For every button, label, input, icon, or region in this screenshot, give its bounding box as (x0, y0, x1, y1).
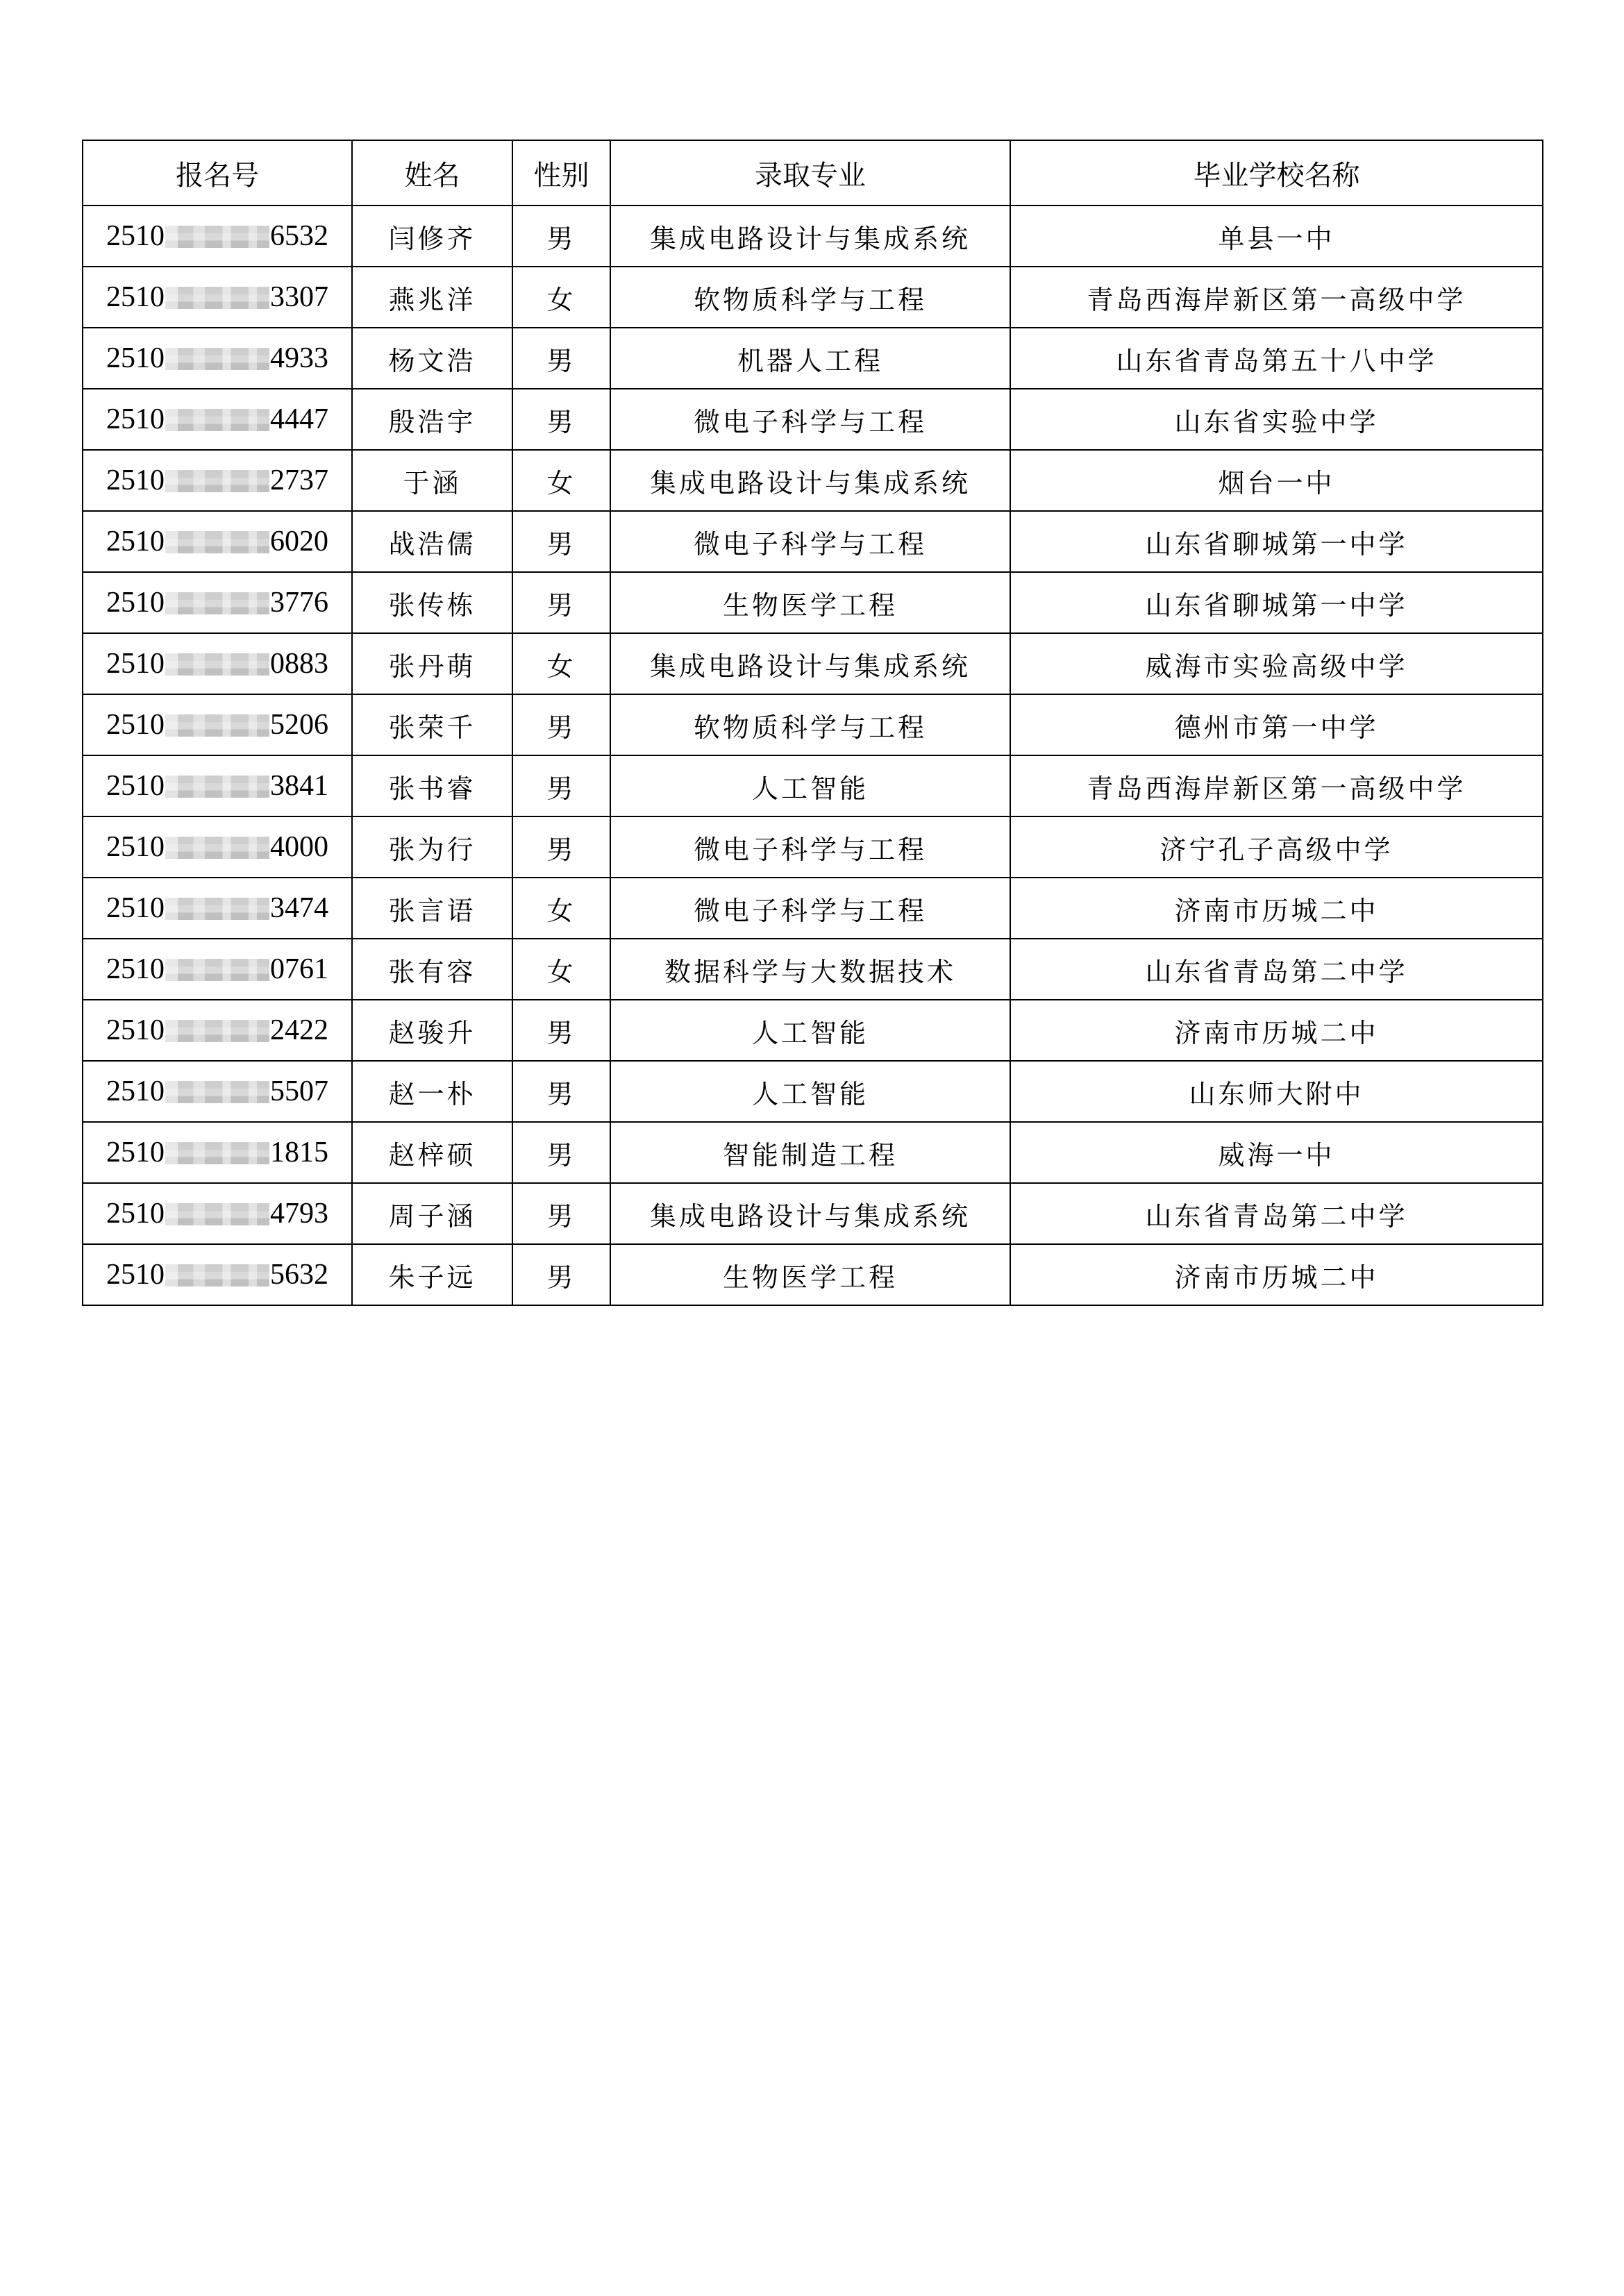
gender-cell: 男 (512, 1122, 610, 1183)
header-row (83, 140, 1543, 206)
graduation-school-cell: 青岛西海岸新区第一高级中学 (1010, 755, 1543, 816)
gender-cell: 女 (512, 633, 610, 694)
graduation-school-cell: 济南市历城二中 (1010, 1244, 1543, 1305)
graduation-school-cell: 山东省青岛第五十八中学 (1010, 328, 1543, 389)
student-name-cell: 周子涵 (352, 1183, 512, 1244)
student-name-cell: 张为行 (352, 816, 512, 878)
gender-cell: 女 (512, 878, 610, 939)
admitted-major-cell: 软物质科学与工程 (610, 267, 1010, 328)
registration-number-suffix: 0883 (270, 648, 328, 680)
table-row (83, 816, 1543, 878)
student-name-cell: 殷浩宇 (352, 389, 512, 450)
graduation-school-cell: 济南市历城二中 (1010, 1000, 1543, 1061)
redaction-mosaic (165, 898, 269, 920)
gender-cell: 男 (512, 1183, 610, 1244)
registration-number-cell (83, 511, 352, 572)
gender-cell: 男 (512, 1000, 610, 1061)
table-row (83, 878, 1543, 939)
graduation-school-cell: 烟台一中 (1010, 450, 1543, 511)
graduation-school-cell: 德州市第一中学 (1010, 694, 1543, 755)
registration-number-suffix: 6532 (270, 220, 328, 252)
registration-number-cell (83, 1183, 352, 1244)
redaction-mosaic (165, 531, 269, 553)
student-name-cell: 张书睿 (352, 755, 512, 816)
student-name-cell: 张言语 (352, 878, 512, 939)
registration-number-suffix: 5206 (270, 709, 328, 741)
admitted-major-cell: 集成电路设计与集成系统 (610, 633, 1010, 694)
registration-number-cell (83, 1061, 352, 1122)
table-row (83, 633, 1543, 694)
registration-number-cell (83, 1122, 352, 1183)
registration-number-suffix: 2737 (270, 464, 328, 496)
registration-number-prefix: 2510 (106, 1198, 165, 1230)
registration-number-suffix: 4793 (270, 1198, 328, 1230)
registration-number-prefix: 2510 (106, 220, 165, 252)
registration-number-suffix: 3307 (270, 281, 328, 313)
table-row (83, 267, 1543, 328)
gender-cell: 男 (512, 511, 610, 572)
redaction-mosaic (165, 592, 269, 614)
registration-number-cell (83, 206, 352, 267)
graduation-school-cell: 山东省青岛第二中学 (1010, 1183, 1543, 1244)
admitted-major-cell: 集成电路设计与集成系统 (610, 206, 1010, 267)
admitted-major-cell: 集成电路设计与集成系统 (610, 1183, 1010, 1244)
registration-number-prefix: 2510 (106, 770, 165, 802)
gender-cell: 女 (512, 450, 610, 511)
registration-number-cell (83, 572, 352, 633)
redaction-mosaic (165, 1264, 269, 1287)
gender-cell: 男 (512, 328, 610, 389)
admitted-major-cell: 生物医学工程 (610, 1244, 1010, 1305)
graduation-school-cell: 济宁孔子高级中学 (1010, 816, 1543, 878)
student-name-cell: 张丹萌 (352, 633, 512, 694)
header-registration-number: 报名号 (83, 140, 352, 206)
registration-number-prefix: 2510 (106, 403, 165, 435)
registration-number-suffix: 0761 (270, 953, 328, 985)
admitted-major-cell: 微电子科学与工程 (610, 816, 1010, 878)
gender-cell: 男 (512, 572, 610, 633)
table-row (83, 389, 1543, 450)
redaction-mosaic (165, 714, 269, 737)
registration-number-prefix: 2510 (106, 464, 165, 496)
header-gender: 性别 (512, 140, 610, 206)
registration-number-prefix: 2510 (106, 526, 165, 558)
registration-number-cell (83, 328, 352, 389)
registration-number-suffix: 3841 (270, 770, 328, 802)
student-name-cell: 于涵 (352, 450, 512, 511)
redaction-mosaic (165, 226, 269, 248)
student-name-cell: 赵骏升 (352, 1000, 512, 1061)
gender-cell: 男 (512, 206, 610, 267)
registration-number-prefix: 2510 (106, 1014, 165, 1046)
redaction-mosaic (165, 776, 269, 798)
student-name-cell: 张传栋 (352, 572, 512, 633)
registration-number-suffix: 3474 (270, 892, 328, 924)
table-row (83, 755, 1543, 816)
student-name-cell: 闫修齐 (352, 206, 512, 267)
registration-number-suffix: 6020 (270, 526, 328, 558)
student-name-cell: 张有容 (352, 939, 512, 1000)
graduation-school-cell: 山东省聊城第一中学 (1010, 511, 1543, 572)
redaction-mosaic (165, 348, 269, 370)
redaction-mosaic (165, 470, 269, 492)
table-row (83, 206, 1543, 267)
gender-cell: 男 (512, 816, 610, 878)
header-name: 姓名 (352, 140, 512, 206)
registration-number-prefix: 2510 (106, 587, 165, 619)
gender-cell: 男 (512, 1244, 610, 1305)
admitted-major-cell: 软物质科学与工程 (610, 694, 1010, 755)
admitted-major-cell: 人工智能 (610, 755, 1010, 816)
registration-number-prefix: 2510 (106, 648, 165, 680)
registration-number-cell (83, 389, 352, 450)
table-header (83, 140, 1543, 206)
graduation-school-cell: 威海一中 (1010, 1122, 1543, 1183)
table-row (83, 511, 1543, 572)
redaction-mosaic (165, 959, 269, 981)
table-row (83, 450, 1543, 511)
graduation-school-cell: 山东师大附中 (1010, 1061, 1543, 1122)
admitted-major-cell: 生物医学工程 (610, 572, 1010, 633)
redaction-mosaic (165, 837, 269, 859)
table-row (83, 328, 1543, 389)
graduation-school-cell: 威海市实验高级中学 (1010, 633, 1543, 694)
student-name-cell: 燕兆洋 (352, 267, 512, 328)
admitted-major-cell: 人工智能 (610, 1061, 1010, 1122)
registration-number-prefix: 2510 (106, 1137, 165, 1168)
registration-number-cell (83, 267, 352, 328)
gender-cell: 男 (512, 694, 610, 755)
gender-cell: 男 (512, 389, 610, 450)
table-row (83, 1244, 1543, 1305)
registration-number-suffix: 5507 (270, 1075, 328, 1107)
graduation-school-cell: 山东省实验中学 (1010, 389, 1543, 450)
registration-number-cell (83, 755, 352, 816)
registration-number-prefix: 2510 (106, 892, 165, 924)
table-row (83, 1000, 1543, 1061)
graduation-school-cell: 山东省青岛第二中学 (1010, 939, 1543, 1000)
registration-number-prefix: 2510 (106, 281, 165, 313)
redaction-mosaic (165, 1020, 269, 1042)
table-row (83, 1122, 1543, 1183)
registration-number-cell (83, 878, 352, 939)
registration-number-prefix: 2510 (106, 342, 165, 374)
registration-number-prefix: 2510 (106, 1075, 165, 1107)
registration-number-suffix: 1815 (270, 1137, 328, 1168)
registration-number-prefix: 2510 (106, 1259, 165, 1291)
graduation-school-cell: 山东省聊城第一中学 (1010, 572, 1543, 633)
admitted-major-cell: 数据科学与大数据技术 (610, 939, 1010, 1000)
registration-number-cell (83, 1244, 352, 1305)
registration-number-suffix: 5632 (270, 1259, 328, 1291)
table-row (83, 939, 1543, 1000)
registration-number-cell (83, 633, 352, 694)
redaction-mosaic (165, 1081, 269, 1103)
registration-number-suffix: 4933 (270, 342, 328, 374)
registration-number-cell (83, 939, 352, 1000)
registration-number-cell (83, 1000, 352, 1061)
registration-number-prefix: 2510 (106, 953, 165, 985)
table-row (83, 694, 1543, 755)
redaction-mosaic (165, 653, 269, 676)
registration-number-cell (83, 694, 352, 755)
admitted-major-cell: 机器人工程 (610, 328, 1010, 389)
table-row (83, 1183, 1543, 1244)
gender-cell: 女 (512, 267, 610, 328)
student-name-cell: 战浩儒 (352, 511, 512, 572)
redaction-mosaic (165, 409, 269, 431)
registration-number-prefix: 2510 (106, 831, 165, 863)
table-row (83, 572, 1543, 633)
graduation-school-cell: 青岛西海岸新区第一高级中学 (1010, 267, 1543, 328)
student-name-cell: 张荣千 (352, 694, 512, 755)
registration-number-suffix: 4000 (270, 831, 328, 863)
student-name-cell: 朱子远 (352, 1244, 512, 1305)
graduation-school-cell: 单县一中 (1010, 206, 1543, 267)
registration-number-suffix: 3776 (270, 587, 328, 619)
admitted-major-cell: 智能制造工程 (610, 1122, 1010, 1183)
admitted-major-cell: 微电子科学与工程 (610, 389, 1010, 450)
gender-cell: 男 (512, 1061, 610, 1122)
registration-number-suffix: 2422 (270, 1014, 328, 1046)
graduation-school-cell: 济南市历城二中 (1010, 878, 1543, 939)
redaction-mosaic (165, 287, 269, 309)
registration-number-suffix: 4447 (270, 403, 328, 435)
header-graduation-school: 毕业学校名称 (1010, 140, 1543, 206)
redaction-mosaic (165, 1203, 269, 1225)
redaction-mosaic (165, 1142, 269, 1164)
student-name-cell: 赵梓硕 (352, 1122, 512, 1183)
admitted-major-cell: 微电子科学与工程 (610, 511, 1010, 572)
student-name-cell: 杨文浩 (352, 328, 512, 389)
table-row (83, 1061, 1543, 1122)
admission-table (82, 140, 1543, 1306)
registration-number-prefix: 2510 (106, 709, 165, 741)
admitted-major-cell: 集成电路设计与集成系统 (610, 450, 1010, 511)
student-name-cell: 赵一朴 (352, 1061, 512, 1122)
admitted-major-cell: 人工智能 (610, 1000, 1010, 1061)
registration-number-cell (83, 450, 352, 511)
registration-number-cell (83, 816, 352, 878)
table-body (83, 206, 1543, 1305)
header-admitted-major: 录取专业 (610, 140, 1010, 206)
gender-cell: 男 (512, 755, 610, 816)
admitted-major-cell: 微电子科学与工程 (610, 878, 1010, 939)
gender-cell: 女 (512, 939, 610, 1000)
